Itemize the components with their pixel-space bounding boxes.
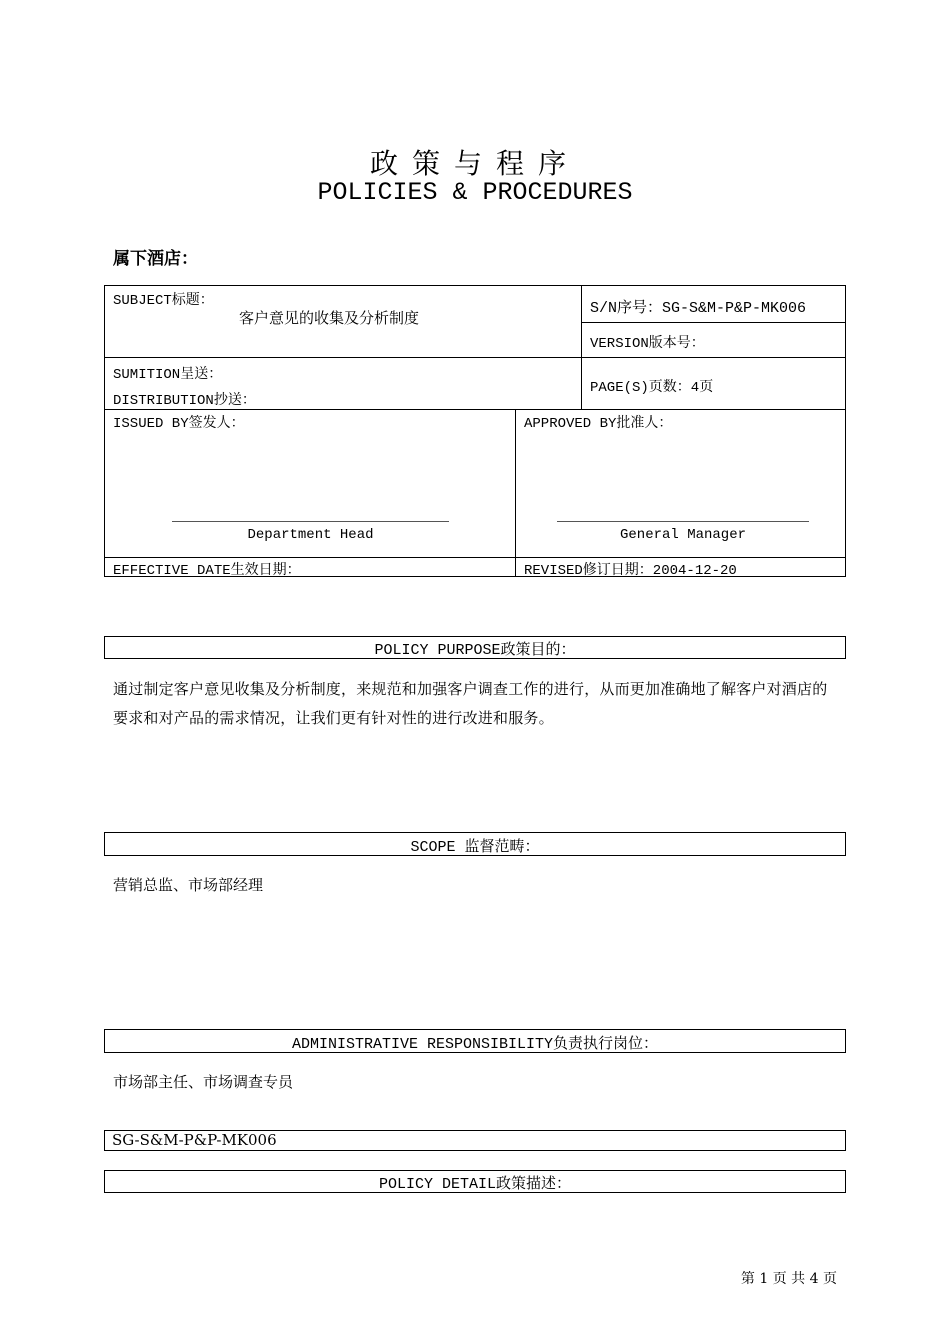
table-divider xyxy=(515,409,516,577)
issuer-signature-line xyxy=(172,521,449,522)
version-label: VERSION版本号： xyxy=(590,336,705,352)
hotel-label: 属下酒店： xyxy=(113,249,198,269)
doc-code: SG-S&M-P&P-MK006 xyxy=(112,1131,277,1149)
distribution-label: DISTRIBUTION抄送： xyxy=(113,393,256,409)
purpose-header-text: POLICY PURPOSE政策目的： xyxy=(374,642,576,659)
page-title-chinese: 政策与程序 xyxy=(369,147,580,180)
page-count: PAGE(S)页数：4页 xyxy=(590,380,714,396)
admin-text: 市场部主任、市场调查专员 xyxy=(113,1073,294,1091)
page-title-english: POLICIES & PROCEDURES xyxy=(317,178,633,207)
table-divider xyxy=(104,357,846,358)
table-divider xyxy=(104,409,846,410)
revised-date: REVISED修订日期：2004-12-20 xyxy=(524,563,737,579)
effective-date-label: EFFECTIVE DATE生效日期： xyxy=(113,563,301,579)
serial-number: S/N序号：SG-S&M-P&P-MK006 xyxy=(590,300,807,317)
detail-header-text: POLICY DETAIL政策描述： xyxy=(378,1176,572,1193)
issued-by-label: ISSUED BY签发人： xyxy=(113,416,245,432)
subject-label: SUBJECT标题： xyxy=(113,293,214,309)
table-divider xyxy=(581,322,846,323)
table-divider xyxy=(581,285,582,409)
issuer-title: Department Head xyxy=(247,527,374,543)
subject-value: 客户意见的收集及分析制度 xyxy=(239,309,420,327)
approver-signature-line xyxy=(557,521,809,522)
scope-header-text: SCOPE 监督范畴： xyxy=(410,839,540,856)
page-number-footer: 第 1 页 共 4 页 xyxy=(740,1271,837,1287)
approver-title: General Manager xyxy=(619,527,747,543)
sumition-label: SUMITION呈送： xyxy=(113,367,223,383)
scope-text: 营销总监、市场部经理 xyxy=(113,876,264,894)
purpose-text: 通过制定客户意见收集及分析制度，来规范和加强客户调查工作的进行，从而更加准确地了解客户对酒店的要求和对产品的需求情况，让我们更有针对性的进行改进和服务。 xyxy=(113,680,828,727)
approved-by-label: APPROVED BY批准人： xyxy=(524,416,673,432)
admin-header-text: ADMINISTRATIVE RESPONSIBILITY负责执行岗位： xyxy=(291,1036,659,1053)
table-divider xyxy=(104,557,846,558)
